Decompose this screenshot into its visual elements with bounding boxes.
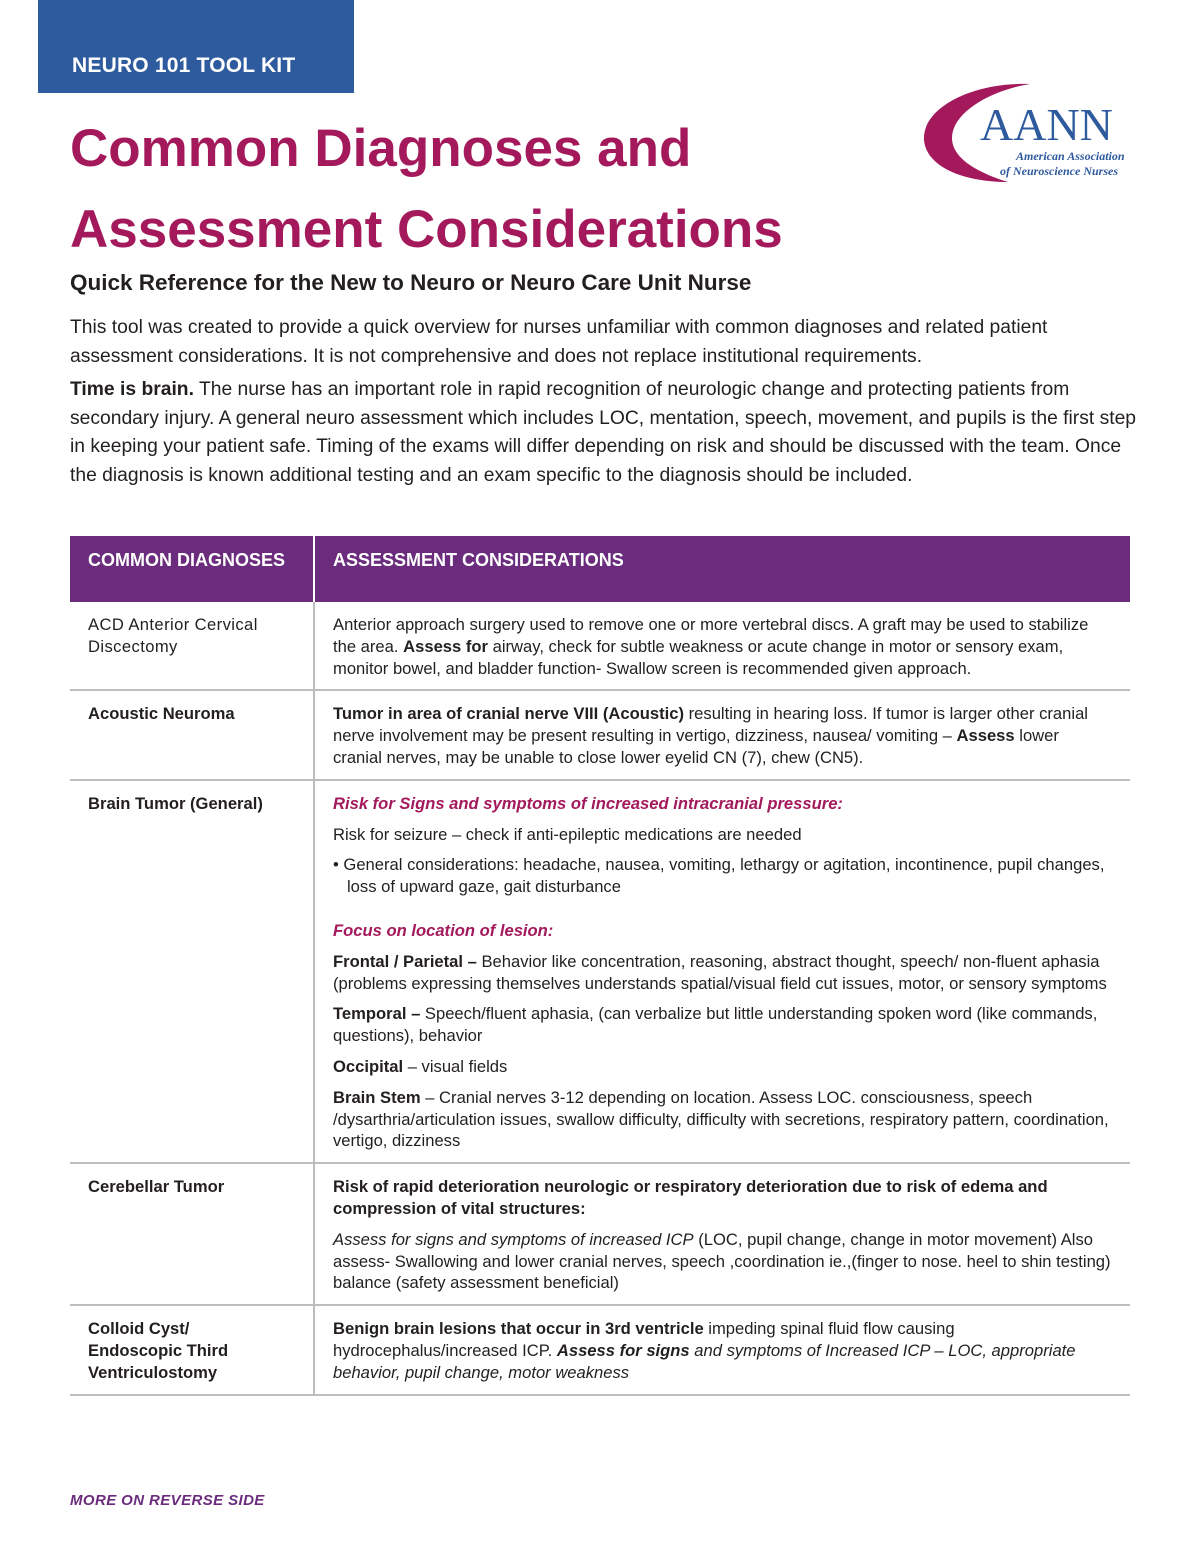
diagnosis-name [70, 1305, 314, 1394]
page-title [70, 108, 910, 270]
text-run: impeding spinal fluid flow causing hydrocephalus/increased ICP. [333, 1319, 955, 1360]
intro-paragraph-1: This tool was created to provide a quick overview for nurses unfamiliar with common diagnoses and related patient assessment considerations. It is not comprehensive and does not replace institutional requirements. [70, 317, 1048, 367]
seizure-note: Risk for seizure – check if anti-epileptic medications are needed [333, 824, 802, 844]
general-considerations-bullet: • General considerations: headache, nausea, vomiting, lethargy or agitation, incontinence, pupil changes, loss of upward gaze, gait disturbance [333, 855, 1105, 897]
table-row [70, 780, 1130, 1163]
intro-text [70, 314, 1140, 495]
text-run: – Cranial nerves 3-12 depending on location. Assess LOC. consciousness, speech /dysarthria/articulation issues, swallow difficulty, difficulty with secretions, respiratory pattern, coordination, vertigo, dizziness [333, 1087, 1109, 1151]
diagnosis-name: Cerebellar Tumor [70, 1163, 314, 1305]
diagnoses-table [70, 536, 1130, 1396]
assessment-text [314, 1305, 1130, 1394]
logo-line2: of Neuroscience Nurses [1000, 164, 1118, 178]
column-header-assessment: ASSESSMENT CONSIDERATIONS [314, 536, 1130, 602]
assessment-text [314, 780, 1130, 1163]
text-run: resulting in hearing loss. If tumor is larger other cranial nerve involvement may be present resulting in vertigo, dizziness, nausea/ vomiting – [333, 704, 1088, 746]
emphasis-text: Tumor in area of cranial nerve VIII (Acoustic) [333, 704, 685, 724]
intro-body: The nurse has an important role in rapid recognition of neurologic change and protecting patients from secondary injury. A general neuro assessment which includes LOC, mentation, speech, movement, and pupils is the first step in keeping your patient safe. Timing of the exams will differ depending on risk and should be discussed with the team. Once the diagnosis is known additional testing and an exam specific to the diagnosis should be included. [70, 379, 1137, 486]
page-subtitle: Quick Reference for the New to Neuro or Neuro Care Unit Nurse [70, 270, 752, 295]
logo-acronym: AANN [980, 99, 1113, 150]
assess-label: Assess [956, 726, 1015, 746]
diagnosis-name: Acoustic Neuroma [70, 690, 314, 779]
table-row [70, 1305, 1130, 1394]
name-line: Endoscopic Third [88, 1340, 229, 1360]
table-header-row [70, 536, 1130, 602]
toolkit-tab-label: NEURO 101 TOOL KIT [72, 54, 296, 77]
title-line-2: Assessment Considerations [70, 200, 783, 259]
table-row [70, 602, 1130, 690]
text-run: – visual fields [403, 1056, 508, 1076]
intro-lead: Time is brain. [70, 379, 194, 400]
name-line: Ventriculostomy [88, 1362, 218, 1382]
aann-logo [912, 78, 1142, 188]
lobe-label: Temporal – [333, 1004, 421, 1024]
column-header-diagnoses: COMMON DIAGNOSES [70, 536, 314, 602]
text-run: Anterior approach surgery used to remove one or more vertebral discs. A graft may be used to stabilize the area. [333, 615, 1089, 656]
frontal-parietal [333, 951, 1112, 995]
more-on-reverse-note: MORE ON REVERSE SIDE [70, 1492, 265, 1509]
text-run: airway, check for subtle weakness or acute change in motor or sensory exam, monitor bowel, and bladder function- Swallow screen is recommended given approach. [333, 636, 1064, 678]
brain-stem [333, 1087, 1112, 1152]
name-line: Colloid Cyst/ [88, 1319, 190, 1339]
assess-statement [333, 1229, 1112, 1294]
italic-text: Assess for signs and symptoms of increased ICP [333, 1229, 694, 1249]
toolkit-tab [38, 0, 354, 93]
lobe-label: Brain Stem [333, 1087, 421, 1107]
diagnosis-name: ACD Anterior Cervical Discectomy [70, 602, 314, 690]
assessment-text [314, 602, 1130, 690]
lesion-heading: Focus on location of lesion: [333, 920, 554, 940]
italic-text: and symptoms of Increased ICP – LOC, appropriate behavior, pupil change, motor weakness [333, 1340, 1076, 1382]
title-line-1: Common Diagnoses and [70, 119, 692, 178]
assessment-text [314, 690, 1130, 779]
assessment-text [314, 1163, 1130, 1305]
lobe-label: Occipital [333, 1056, 404, 1076]
emphasis-text: Benign brain lesions that occur in 3rd ventricle [333, 1319, 704, 1339]
text-run: Behavior like concentration, reasoning, abstract thought, speech/ non-fluent aphasia (problems expressing themselves understands spatial/visual field cut issues, motor, or sensory symptoms [333, 951, 1107, 993]
diagnosis-name: Brain Tumor (General) [70, 780, 314, 1163]
table-row [70, 1163, 1130, 1305]
temporal [333, 1003, 1112, 1047]
occipital [333, 1056, 1112, 1078]
icp-heading: Risk for Signs and symptoms of increased intracranial pressure: [333, 793, 843, 813]
assess-label: Assess for signs [556, 1340, 690, 1360]
logo-line1: American Association [1016, 149, 1125, 163]
lobe-label: Frontal / Parietal – [333, 951, 477, 971]
intro-paragraph-2 [70, 376, 1140, 490]
assess-label: Assess for [403, 636, 488, 656]
text-run: lower cranial nerves, may be unable to close lower eyelid CN (7), chew (CN5). [333, 726, 1059, 767]
text-run: (LOC, pupil change, change in motor movement) Also assess- Swallowing and lower cranial nerves, speech ,coordination ie.,(finger to nose. heel to shin testing) balance (safety assessment beneficial) [333, 1229, 1111, 1293]
emphasis-text: Risk of rapid deterioration neurologic or respiratory deterioration due to risk of edema and compression of vital structures: [333, 1177, 1048, 1218]
text-run: Speech/fluent aphasia, (can verbalize but little understanding spoken word (like commands, questions), behavior [333, 1004, 1098, 1046]
table-row [70, 690, 1130, 779]
risk-statement [333, 1176, 1112, 1220]
